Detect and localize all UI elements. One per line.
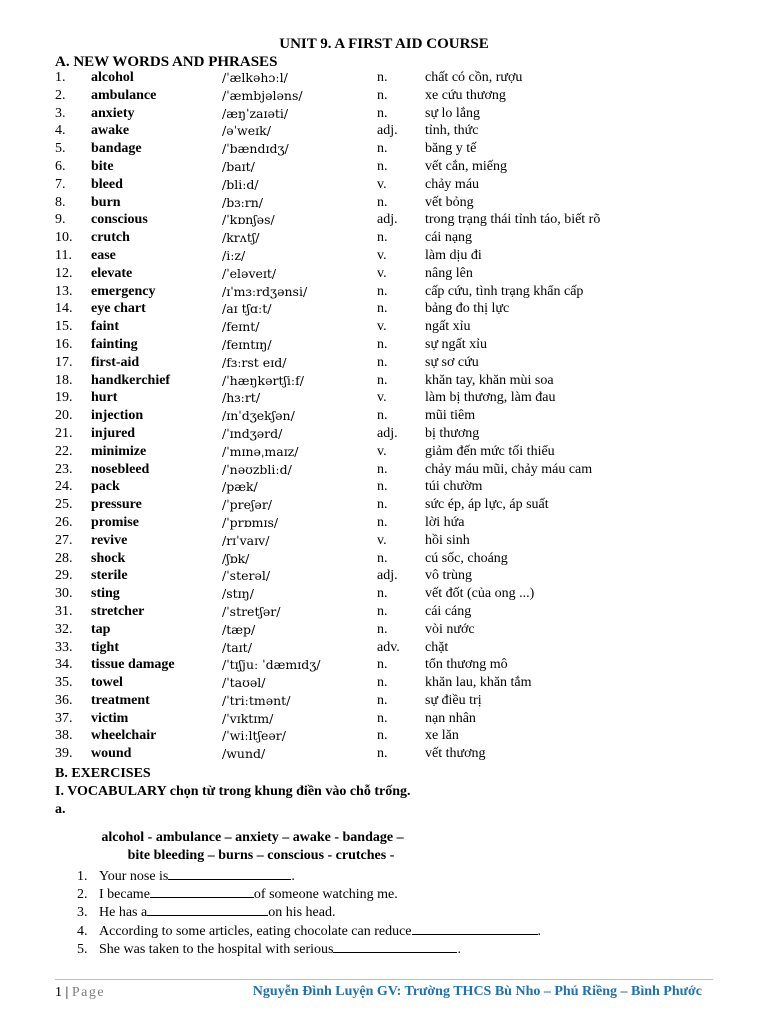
- vocab-ipa: /ˈtriːtmənt/: [222, 692, 291, 708]
- vocab-ipa: /ʃɒk/: [222, 550, 250, 566]
- vocab-meaning: sức ép, áp lực, áp suất: [425, 497, 549, 513]
- vocab-row: [55, 567, 755, 585]
- vocab-ipa: /ˈwiːltʃeər/: [222, 728, 286, 744]
- exercise-text-end: .: [537, 923, 542, 939]
- vocab-row: [55, 692, 755, 710]
- vocab-meaning: tổn thương mô: [425, 657, 508, 673]
- vocab-meaning: bảng đo thị lực: [425, 301, 510, 317]
- vocab-word: eye chart: [91, 301, 146, 317]
- vocab-number: 9.: [55, 212, 66, 228]
- vocab-meaning: chảy máu: [425, 176, 480, 192]
- vocab-pos: n.: [377, 728, 388, 744]
- vocab-meaning: làm bị thương, làm đau: [425, 390, 556, 406]
- exercise-list: [77, 867, 757, 958]
- vocab-pos: v.: [377, 532, 387, 548]
- vocab-ipa: /ˈbændɪdʒ/: [222, 141, 289, 157]
- vocab-row: [55, 140, 755, 158]
- exercise-text-end: of someone watching me.: [253, 887, 398, 903]
- vocab-pos: adv.: [377, 639, 400, 655]
- vocab-meaning: sự điều trị: [425, 692, 482, 708]
- answer-blank[interactable]: [168, 867, 291, 880]
- vocab-ipa: /hɜːrt/: [222, 390, 261, 406]
- vocab-row: [55, 639, 755, 657]
- vocab-word: alcohol: [91, 70, 134, 85]
- page-label: Page: [71, 985, 106, 1000]
- vocab-number: 17.: [55, 354, 73, 370]
- vocab-meaning: xe lăn: [425, 728, 459, 744]
- vocab-pos: n.: [377, 301, 388, 317]
- vocab-number: 21.: [55, 425, 73, 441]
- vocab-pos: n.: [377, 657, 388, 673]
- exercise-item: [77, 922, 757, 940]
- vocab-word: sterile: [91, 568, 128, 584]
- vocab-row: [55, 122, 755, 140]
- vocab-word: towel: [91, 675, 123, 691]
- vocab-pos: v.: [377, 390, 387, 406]
- vocab-word: sting: [91, 586, 120, 602]
- vocab-number: 19.: [55, 390, 73, 406]
- vocab-row: [55, 318, 755, 336]
- vocab-row: [55, 283, 755, 301]
- vocab-ipa: /pæk/: [222, 479, 258, 495]
- vocab-row: [55, 585, 755, 603]
- vocab-ipa: /bliːd/: [222, 176, 259, 192]
- vocab-number: 22.: [55, 443, 73, 459]
- vocab-number: 38.: [55, 728, 73, 744]
- vocab-pos: n.: [377, 621, 388, 637]
- vocab-ipa: /əˈweɪk/: [222, 123, 271, 139]
- vocab-number: 11.: [55, 247, 72, 263]
- vocab-word: anxiety: [91, 105, 135, 121]
- vocab-pos: n.: [377, 87, 388, 103]
- vocab-row: [55, 176, 755, 194]
- vocab-number: 25.: [55, 497, 73, 513]
- vocab-pos: n.: [377, 461, 388, 477]
- vocab-meaning: nạn nhân: [425, 710, 476, 726]
- vocab-row: [55, 265, 755, 283]
- vocab-number: 34.: [55, 657, 73, 673]
- vocab-number: 35.: [55, 675, 73, 691]
- vocab-row: [55, 69, 755, 87]
- vocab-row: [55, 389, 755, 407]
- word-box-line-2: bite bleeding – burns – conscious - crutches -: [127, 848, 395, 863]
- vocab-pos: n.: [377, 514, 388, 530]
- vocab-row: [55, 656, 755, 674]
- page-separator: |: [65, 985, 69, 1000]
- vocab-meaning: vết cắn, miếng: [425, 158, 508, 174]
- exercise-text: She was taken to the hospital with serious: [99, 941, 334, 957]
- answer-blank[interactable]: [412, 922, 538, 935]
- vocab-number: 29.: [55, 568, 73, 584]
- exercise-number: 3.: [77, 905, 88, 921]
- vocab-meaning: cái cáng: [425, 603, 472, 619]
- footer-divider: [55, 979, 713, 980]
- vocab-number: 3.: [55, 105, 66, 121]
- vocab-meaning: mũi tiêm: [425, 408, 476, 424]
- answer-blank[interactable]: [333, 940, 457, 953]
- vocab-meaning: tỉnh, thức: [425, 123, 479, 139]
- vocab-number: 7.: [55, 176, 66, 192]
- vocab-ipa: /feɪnt/: [222, 319, 260, 335]
- page-number: 1: [55, 985, 62, 1000]
- exercise-number: 2.: [77, 887, 88, 903]
- vocab-number: 4.: [55, 123, 66, 139]
- exercise-text: He has a: [99, 905, 148, 921]
- vocab-pos: adj.: [377, 568, 398, 584]
- page-title: UNIT 9. A FIRST AID COURSE: [279, 36, 489, 52]
- vocab-ipa: /ˈælkəhɔːl/: [222, 70, 288, 85]
- vocab-number: 10.: [55, 230, 73, 246]
- vocab-pos: n.: [377, 158, 388, 174]
- vocab-pos: adj.: [377, 212, 398, 228]
- vocab-number: 26.: [55, 514, 73, 530]
- vocab-number: 30.: [55, 586, 73, 602]
- footer-author: Nguyễn Đình Luyện GV: Trường THCS Bù Nho – Phú Riềng – Bình Phước: [252, 984, 702, 999]
- vocab-row: [55, 603, 755, 621]
- vocab-word: faint: [91, 319, 119, 335]
- vocab-pos: n.: [377, 354, 388, 370]
- exercise-item: [77, 885, 757, 903]
- vocab-number: 20.: [55, 408, 73, 424]
- vocab-number: 8.: [55, 194, 66, 210]
- vocab-exercise-heading: I. VOCABULARY chọn từ trong khung điền vào chỗ trống.: [55, 784, 411, 799]
- vocab-row: [55, 496, 755, 514]
- vocab-ipa: /iːz/: [222, 247, 246, 263]
- vocab-word: promise: [91, 514, 139, 530]
- vocab-row: [55, 87, 755, 105]
- exercise-text: I became: [99, 887, 150, 903]
- vocab-meaning: vô trùng: [425, 568, 473, 584]
- vocab-ipa: /ˈeləveɪt/: [222, 265, 277, 281]
- vocab-ipa: /baɪt/: [222, 158, 255, 174]
- vocab-pos: n.: [377, 586, 388, 602]
- vocab-ipa: /feɪntɪŋ/: [222, 336, 272, 352]
- vocab-word: injection: [91, 408, 144, 424]
- vocab-row: [55, 336, 755, 354]
- vocab-row: [55, 407, 755, 425]
- vocab-row: [55, 354, 755, 372]
- vocab-number: 13.: [55, 283, 73, 299]
- vocab-meaning: vết bỏng: [425, 194, 474, 210]
- vocab-row: [55, 158, 755, 176]
- vocab-pos: v.: [377, 176, 387, 192]
- sub-section-label: a.: [55, 802, 66, 817]
- vocab-row: [55, 300, 755, 318]
- vocab-pos: adj.: [377, 425, 398, 441]
- vocab-number: 32.: [55, 621, 73, 637]
- vocab-row: [55, 514, 755, 532]
- vocab-pos: n.: [377, 675, 388, 691]
- vocab-ipa: /krʌtʃ/: [222, 230, 260, 246]
- vocab-pos: n.: [377, 479, 388, 495]
- vocab-row: [55, 372, 755, 390]
- vocab-ipa: /ˈhæŋkərtʃiːf/: [222, 372, 304, 388]
- vocab-number: 12.: [55, 265, 73, 281]
- vocab-number: 18.: [55, 372, 73, 388]
- vocab-ipa: /rɪˈvaɪv/: [222, 532, 270, 548]
- vocab-word: awake: [91, 123, 130, 139]
- vocab-pos: adj.: [377, 123, 398, 139]
- vocab-meaning: cấp cứu, tình trạng khẩn cấp: [425, 283, 584, 299]
- vocab-number: 2.: [55, 87, 66, 103]
- vocab-word: tap: [91, 621, 111, 637]
- exercise-number: 4.: [77, 923, 88, 939]
- exercise-item: [77, 903, 757, 921]
- vocab-meaning: xe cứu thương: [425, 87, 506, 103]
- vocab-pos: n.: [377, 550, 388, 566]
- vocab-number: 23.: [55, 461, 73, 477]
- vocab-word: injured: [91, 425, 136, 441]
- vocab-ipa: /ˈpreʃər/: [222, 497, 272, 513]
- vocab-ipa: /tæp/: [222, 621, 256, 637]
- vocab-ipa: /ˈnəʊzbliːd/: [222, 461, 292, 477]
- vocab-word: nosebleed: [91, 461, 150, 477]
- vocab-pos: n.: [377, 692, 388, 708]
- vocab-word: bite: [91, 158, 114, 174]
- vocab-pos: n.: [377, 105, 388, 121]
- vocab-number: 6.: [55, 158, 66, 174]
- vocab-word: pack: [91, 479, 120, 495]
- vocab-meaning: giảm đến mức tối thiểu: [425, 443, 555, 459]
- vocab-meaning: khăn lau, khăn tắm: [425, 675, 532, 691]
- vocab-ipa: /stɪŋ/: [222, 586, 254, 602]
- vocab-number: 39.: [55, 746, 73, 762]
- vocab-word: minimize: [91, 443, 147, 459]
- vocab-number: 24.: [55, 479, 73, 495]
- vocab-row: [55, 745, 755, 763]
- exercise-item: [77, 867, 757, 885]
- vocab-pos: n.: [377, 230, 388, 246]
- vocab-pos: n.: [377, 746, 388, 762]
- vocab-meaning: vết đốt (của ong ...): [425, 586, 535, 602]
- vocab-row: [55, 461, 755, 479]
- exercise-text-end: .: [457, 941, 461, 957]
- vocab-row: [55, 229, 755, 247]
- vocab-meaning: bị thương: [425, 425, 480, 441]
- vocab-meaning: sự lo lắng: [425, 105, 481, 121]
- vocab-number: 14.: [55, 301, 73, 317]
- vocab-row: [55, 550, 755, 568]
- vocab-pos: n.: [377, 141, 388, 157]
- vocab-word: fainting: [91, 336, 138, 352]
- vocab-number: 36.: [55, 692, 73, 708]
- vocab-row: [55, 247, 755, 265]
- vocabulary-list: [55, 69, 755, 763]
- vocab-row: [55, 194, 755, 212]
- vocab-ipa: /ˈprɒmɪs/: [222, 514, 279, 530]
- vocab-row: [55, 710, 755, 728]
- vocab-meaning: chất có cồn, rượu: [425, 70, 523, 85]
- vocab-word: wound: [91, 746, 132, 762]
- vocab-meaning: hồi sinh: [425, 532, 470, 548]
- vocab-pos: n.: [377, 70, 388, 85]
- vocab-word: revive: [91, 532, 128, 548]
- vocab-meaning: trong trạng thái tỉnh táo, biết rõ: [425, 212, 601, 228]
- vocab-ipa: /ˈæmbjələns/: [222, 87, 303, 103]
- vocab-row: [55, 443, 755, 461]
- vocab-row: [55, 621, 755, 639]
- vocab-number: 31.: [55, 603, 73, 619]
- exercise-number: 5.: [77, 941, 88, 957]
- vocab-number: 37.: [55, 710, 73, 726]
- vocab-pos: n.: [377, 372, 388, 388]
- vocab-pos: n.: [377, 194, 388, 210]
- exercise-text: Your nose is: [99, 869, 169, 884]
- exercise-item: [77, 940, 757, 958]
- vocab-word: pressure: [91, 497, 142, 513]
- vocab-number: 16.: [55, 336, 73, 352]
- vocab-ipa: /aɪ tʃɑːt/: [222, 301, 272, 317]
- vocab-ipa: /ˈtɪʃjuː ˈdæmɪdʒ/: [222, 657, 321, 673]
- vocab-word: emergency: [91, 283, 156, 299]
- exercise-text: According to some articles, eating chocolate can reduce: [99, 923, 412, 939]
- vocab-word: bandage: [91, 141, 142, 157]
- vocab-word: stretcher: [91, 603, 145, 619]
- vocab-ipa: /fɜːrst eɪd/: [222, 354, 287, 370]
- vocab-word: wheelchair: [91, 728, 157, 744]
- vocab-number: 15.: [55, 319, 73, 335]
- vocab-word: victim: [91, 710, 129, 726]
- vocab-pos: n.: [377, 497, 388, 513]
- vocab-ipa: /ɪnˈdʒekʃən/: [222, 408, 295, 424]
- vocab-word: handkerchief: [91, 372, 171, 388]
- vocab-ipa: /taɪt/: [222, 639, 252, 655]
- vocab-row: [55, 727, 755, 745]
- vocab-pos: v.: [377, 443, 387, 459]
- vocab-word: crutch: [91, 230, 130, 246]
- vocab-ipa: /wund/: [222, 746, 266, 762]
- vocab-meaning: ngất xỉu: [425, 319, 471, 335]
- vocab-ipa: /ˈɪndʒərd/: [222, 425, 283, 441]
- vocab-row: [55, 211, 755, 229]
- vocab-meaning: vết thương: [425, 746, 486, 762]
- vocab-word: hurt: [91, 390, 118, 406]
- vocab-word: bleed: [91, 176, 123, 192]
- vocab-ipa: /ˈsterəl/: [222, 568, 271, 584]
- vocab-word: burn: [91, 194, 121, 210]
- vocab-meaning: cú sốc, choáng: [425, 550, 508, 566]
- vocab-word: ambulance: [91, 87, 157, 103]
- vocab-word: shock: [91, 550, 126, 566]
- vocab-meaning: chặt: [425, 639, 449, 655]
- vocab-meaning: vòi nước: [425, 621, 475, 637]
- vocab-number: 1.: [55, 70, 66, 85]
- vocab-meaning: băng y tế: [425, 141, 477, 157]
- word-box-line-1: alcohol - ambulance – anxiety – awake - bandage –: [101, 830, 404, 845]
- vocab-ipa: /ˈkɒnʃəs/: [222, 212, 275, 228]
- vocab-number: 5.: [55, 141, 66, 157]
- vocab-meaning: làm dịu đi: [425, 247, 482, 263]
- vocab-word: first-aid: [91, 354, 140, 370]
- vocab-meaning: chảy máu mũi, chảy máu cam: [425, 461, 593, 477]
- vocab-word: ease: [91, 247, 116, 263]
- footer-page-info: [55, 984, 105, 1002]
- vocab-ipa: /ˈstretʃər/: [222, 603, 281, 619]
- vocab-meaning: nâng lên: [425, 265, 473, 281]
- section-a-heading: A. NEW WORDS AND PHRASES: [55, 54, 278, 70]
- vocab-row: [55, 674, 755, 692]
- vocab-meaning: sự ngất xỉu: [425, 336, 488, 352]
- exercise-text-end: .: [291, 869, 295, 884]
- vocab-word: tissue damage: [91, 657, 175, 673]
- vocab-word: conscious: [91, 212, 148, 228]
- vocab-pos: n.: [377, 710, 388, 726]
- vocab-row: [55, 532, 755, 550]
- vocab-word: tight: [91, 639, 119, 655]
- vocab-meaning: lời hứa: [425, 514, 465, 530]
- vocab-word: treatment: [91, 692, 150, 708]
- answer-blank[interactable]: [147, 903, 268, 916]
- vocab-pos: n.: [377, 408, 388, 424]
- vocab-pos: v.: [377, 247, 387, 263]
- vocab-meaning: túi chườm: [425, 479, 483, 495]
- vocab-meaning: khăn tay, khăn mùi soa: [425, 372, 554, 388]
- vocab-row: [55, 105, 755, 123]
- vocab-number: 28.: [55, 550, 73, 566]
- vocab-ipa: /bɜːrn/: [222, 194, 264, 210]
- vocab-number: 27.: [55, 532, 73, 548]
- vocab-ipa: /ˈtaʊəl/: [222, 675, 266, 691]
- vocab-row: [55, 478, 755, 496]
- vocab-pos: v.: [377, 265, 387, 281]
- exercise-number: 1.: [77, 869, 88, 884]
- vocab-meaning: cái nạng: [425, 230, 473, 246]
- vocab-pos: v.: [377, 319, 387, 335]
- vocab-ipa: /ˈvɪktɪm/: [222, 710, 274, 726]
- answer-blank[interactable]: [150, 885, 254, 898]
- vocab-pos: n.: [377, 603, 388, 619]
- vocab-row: [55, 425, 755, 443]
- vocab-ipa: /æŋˈzaɪəti/: [222, 105, 289, 121]
- vocab-ipa: /ɪˈmɜːrdʒənsi/: [222, 283, 308, 299]
- vocab-pos: n.: [377, 283, 388, 299]
- vocab-ipa: /ˈmɪnəˌmaɪz/: [222, 443, 299, 459]
- vocab-number: 33.: [55, 639, 73, 655]
- vocab-word: elevate: [91, 265, 133, 281]
- vocab-meaning: sự sơ cứu: [425, 354, 479, 370]
- exercise-text-end: on his head.: [268, 905, 336, 921]
- vocab-pos: n.: [377, 336, 388, 352]
- section-b-heading: B. EXERCISES: [55, 766, 151, 781]
